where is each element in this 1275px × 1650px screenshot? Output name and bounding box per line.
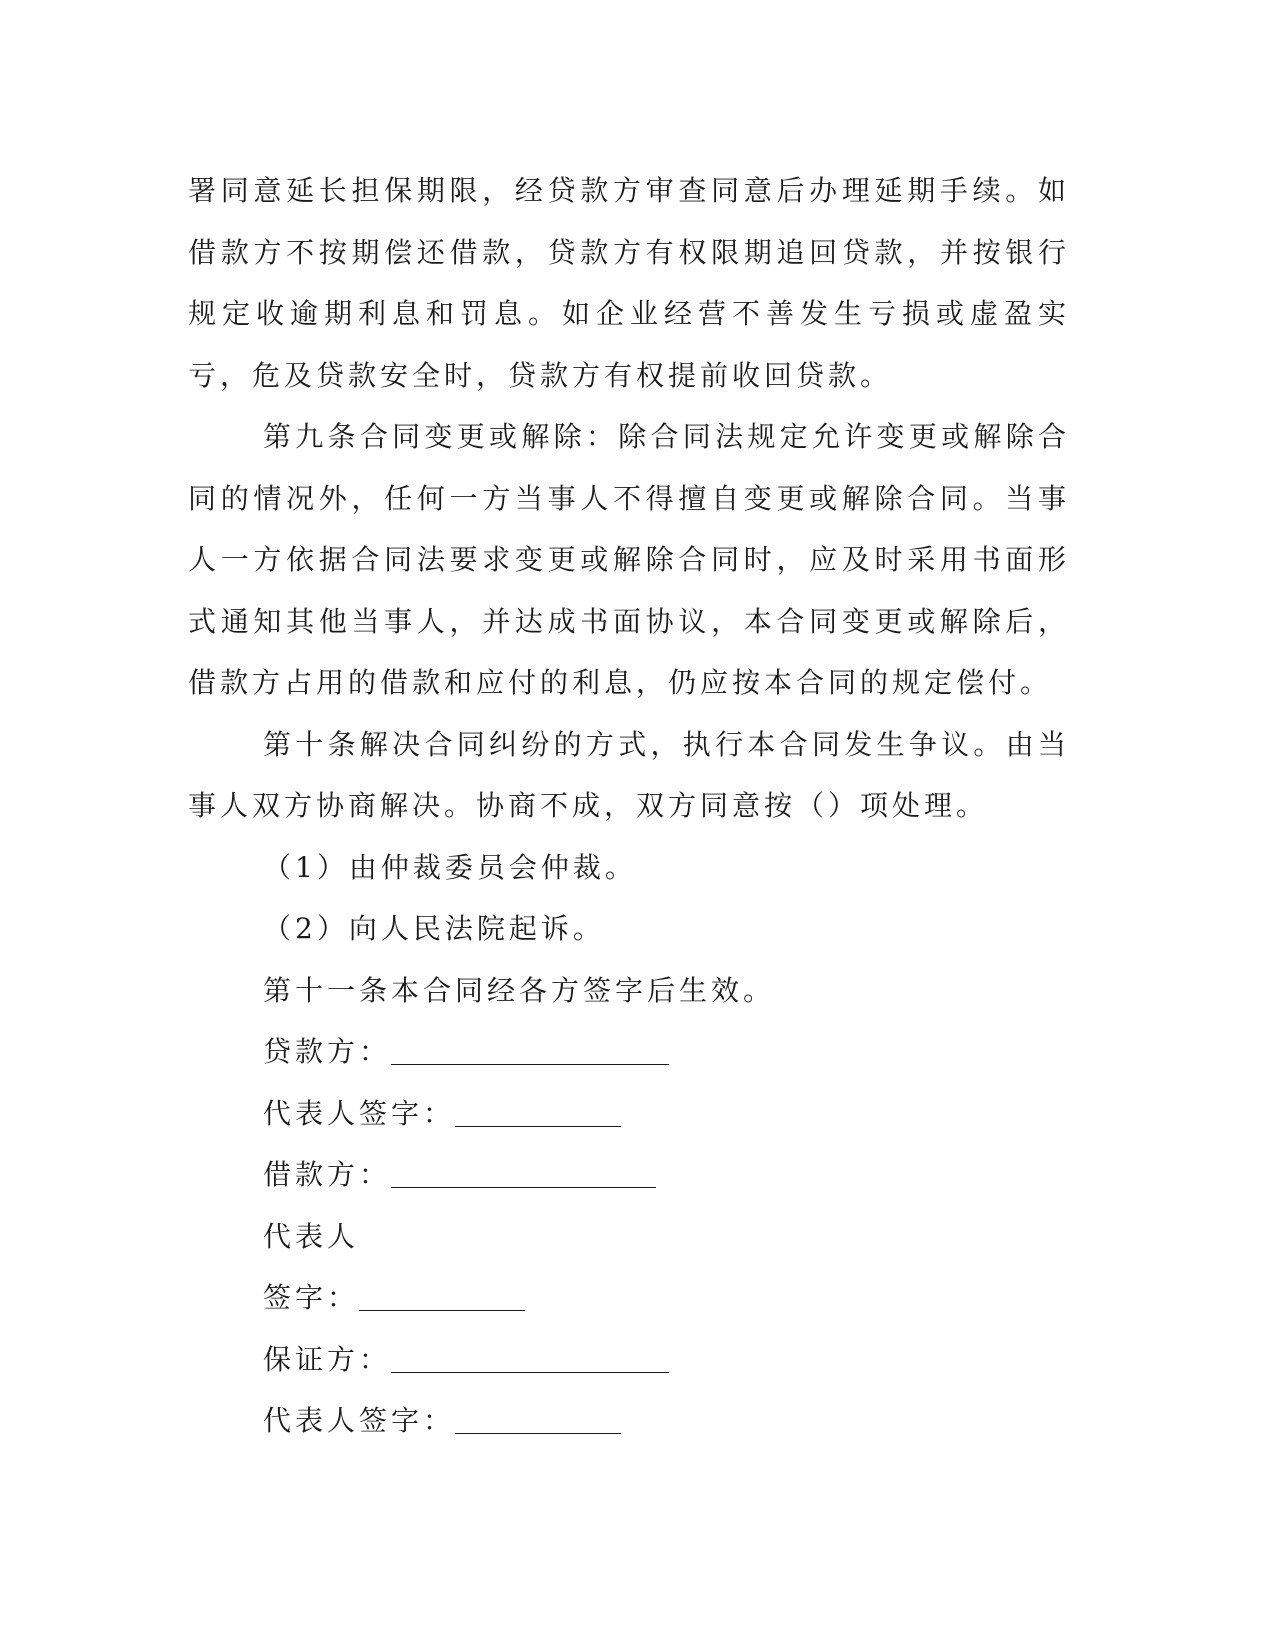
signature-row-guarantor bbox=[188, 1329, 1070, 1391]
signature-row-borrower-sign bbox=[188, 1267, 1070, 1329]
borrower-label: 借款方： bbox=[263, 1158, 392, 1191]
document-body bbox=[188, 160, 1070, 1452]
lender-signature-blank[interactable] bbox=[391, 1062, 669, 1065]
option-court: （2）向人民法院起诉。 bbox=[263, 912, 605, 945]
borrower-rep-signature-blank[interactable] bbox=[359, 1308, 525, 1311]
borrower-sign-label: 签字： bbox=[263, 1281, 360, 1314]
signature-row-guarantor-rep bbox=[188, 1390, 1070, 1452]
option-arbitration: （1）由仲裁委员会仲裁。 bbox=[263, 850, 637, 884]
lender-label: 贷款方： bbox=[263, 1035, 392, 1068]
paragraph-article-11: 第十一条本合同经各方签字后生效。 bbox=[263, 973, 776, 1007]
signature-row-borrower-rep bbox=[188, 1206, 1070, 1268]
paragraph-article-9: 第九条合同变更或解除：除合同法规定允许变更或解除合同的情况外，任何一方当事人不得擅自变更或解除合同。当事人一方依据合同法要求变更或解除合同时，应及时采用书面形式通知其他当事人，并达成书面协议，本合同变更或解除后，借款方占用的借款和应付的利息，仍应按本合同的规定偿付。 bbox=[188, 420, 1070, 699]
borrower-signature-blank[interactable] bbox=[391, 1185, 656, 1188]
signature-row-lender bbox=[188, 1021, 1070, 1083]
lender-rep-label: 代表人签字： bbox=[263, 1096, 456, 1130]
signature-row-borrower bbox=[188, 1144, 1070, 1206]
borrower-rep-label: 代表人 bbox=[263, 1219, 360, 1253]
lender-rep-signature-blank[interactable] bbox=[455, 1124, 621, 1127]
paragraph-repayment-terms: 署同意延长担保期限，经贷款方审查同意后办理延期手续。如借款方不按期偿还借款，贷款方有权限期追回贷款，并按银行规定收逾期利息和罚息。如企业经营不善发生亏损或虚盈实亏，危及贷款安全时，贷款方有权提前收回贷款。 bbox=[188, 174, 1070, 392]
guarantor-signature-blank[interactable] bbox=[391, 1370, 669, 1373]
guarantor-label: 保证方： bbox=[263, 1342, 392, 1376]
paragraph-article-10: 第十条解决合同纠纷的方式，执行本合同发生争议。由当事人双方协商解决。协商不成，双方同意按（）项处理。 bbox=[188, 727, 1070, 822]
guarantor-rep-signature-blank[interactable] bbox=[455, 1431, 621, 1434]
guarantor-rep-label: 代表人签字： bbox=[263, 1404, 456, 1437]
signature-row-lender-rep bbox=[188, 1083, 1070, 1145]
